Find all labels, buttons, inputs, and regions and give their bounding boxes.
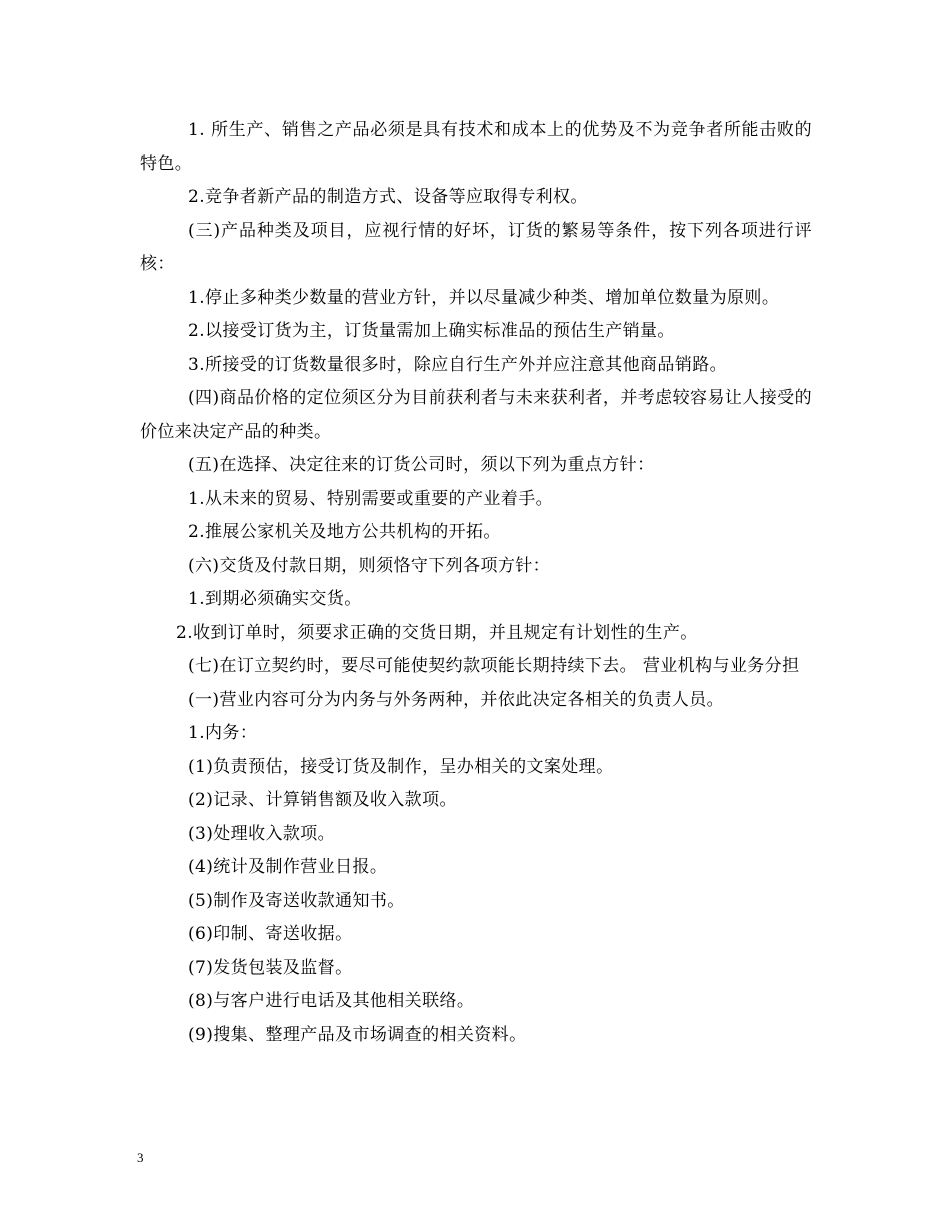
paragraph: (1)负责预估，接受订货及制作，呈办相关的文案处理。 (188, 756, 614, 777)
paragraph: 1.到期必须确实交货。 (188, 589, 362, 609)
paragraph: 2.收到订单时，须要求正确的交货日期，并且规定有计划性的生产。 (176, 622, 698, 643)
paragraph: 1.内务： (188, 723, 258, 743)
paragraph: (3)处理收入款项。 (188, 823, 336, 844)
paragraph: 1. 所生产、销售之产品必须是具有技术和成本上的优势及不为竞争者所能击败的特色。 (140, 120, 812, 174)
paragraph: (六)交货及付款日期，则须恪守下列各项方针： (188, 555, 551, 576)
paragraph: 1.停止多种类少数量的营业方针，并以尽量减少种类、增加单位数量为原则。 (188, 287, 780, 308)
paragraph: (七)在订立契约时，要尽可能使契约款项能长期持续下去。 营业机构与业务分担 (188, 656, 800, 676)
paragraph: 2.以接受订货为主，订货量需加上确实标准品的预估生产销量。 (188, 321, 675, 341)
paragraph: 2.竞争者新产品的制造方式、设备等应取得专利权。 (188, 187, 588, 207)
paragraph: (2)记录、计算销售额及收入款项。 (188, 790, 457, 810)
page-number: 3 (137, 1150, 144, 1165)
paragraph: (8)与客户进行电话及其他相关联络。 (188, 991, 475, 1011)
paragraph: (三)产品种类及项目，应视行情的好坏，订货的繁易等条件，按下列各项进行评核： (140, 220, 812, 274)
paragraph: 3.所接受的订货数量很多时，除应自行生产外并应注意其他商品销路。 (188, 354, 728, 375)
paragraph: 1.从未来的贸易、特别需要或重要的产业着手。 (188, 488, 554, 509)
paragraph: (五)在选择、决定往来的订货公司时，须以下列为重点方针： (188, 455, 655, 475)
paragraph: (7)发货包装及监督。 (188, 957, 353, 978)
paragraph: (6)印制、寄送收据。 (188, 924, 353, 944)
paragraph: (一)营业内容可分为内务与外务两种，并依此决定各相关的负责人员。 (188, 689, 725, 710)
paragraph: 2.推展公家机关及地方公共机构的开拓。 (188, 522, 501, 542)
document-body (140, 114, 812, 1052)
paragraph: (4)统计及制作营业日报。 (188, 857, 388, 877)
paragraph: (9)搜集、整理产品及市场调查的相关资料。 (188, 1024, 527, 1045)
paragraph: (5)制作及寄送收款通知书。 (188, 890, 405, 911)
paragraph: (四)商品价格的定位须区分为目前获利者与未来获利者，并考虑较容易让人接受的价位来决定产品的种类。 (140, 388, 812, 442)
